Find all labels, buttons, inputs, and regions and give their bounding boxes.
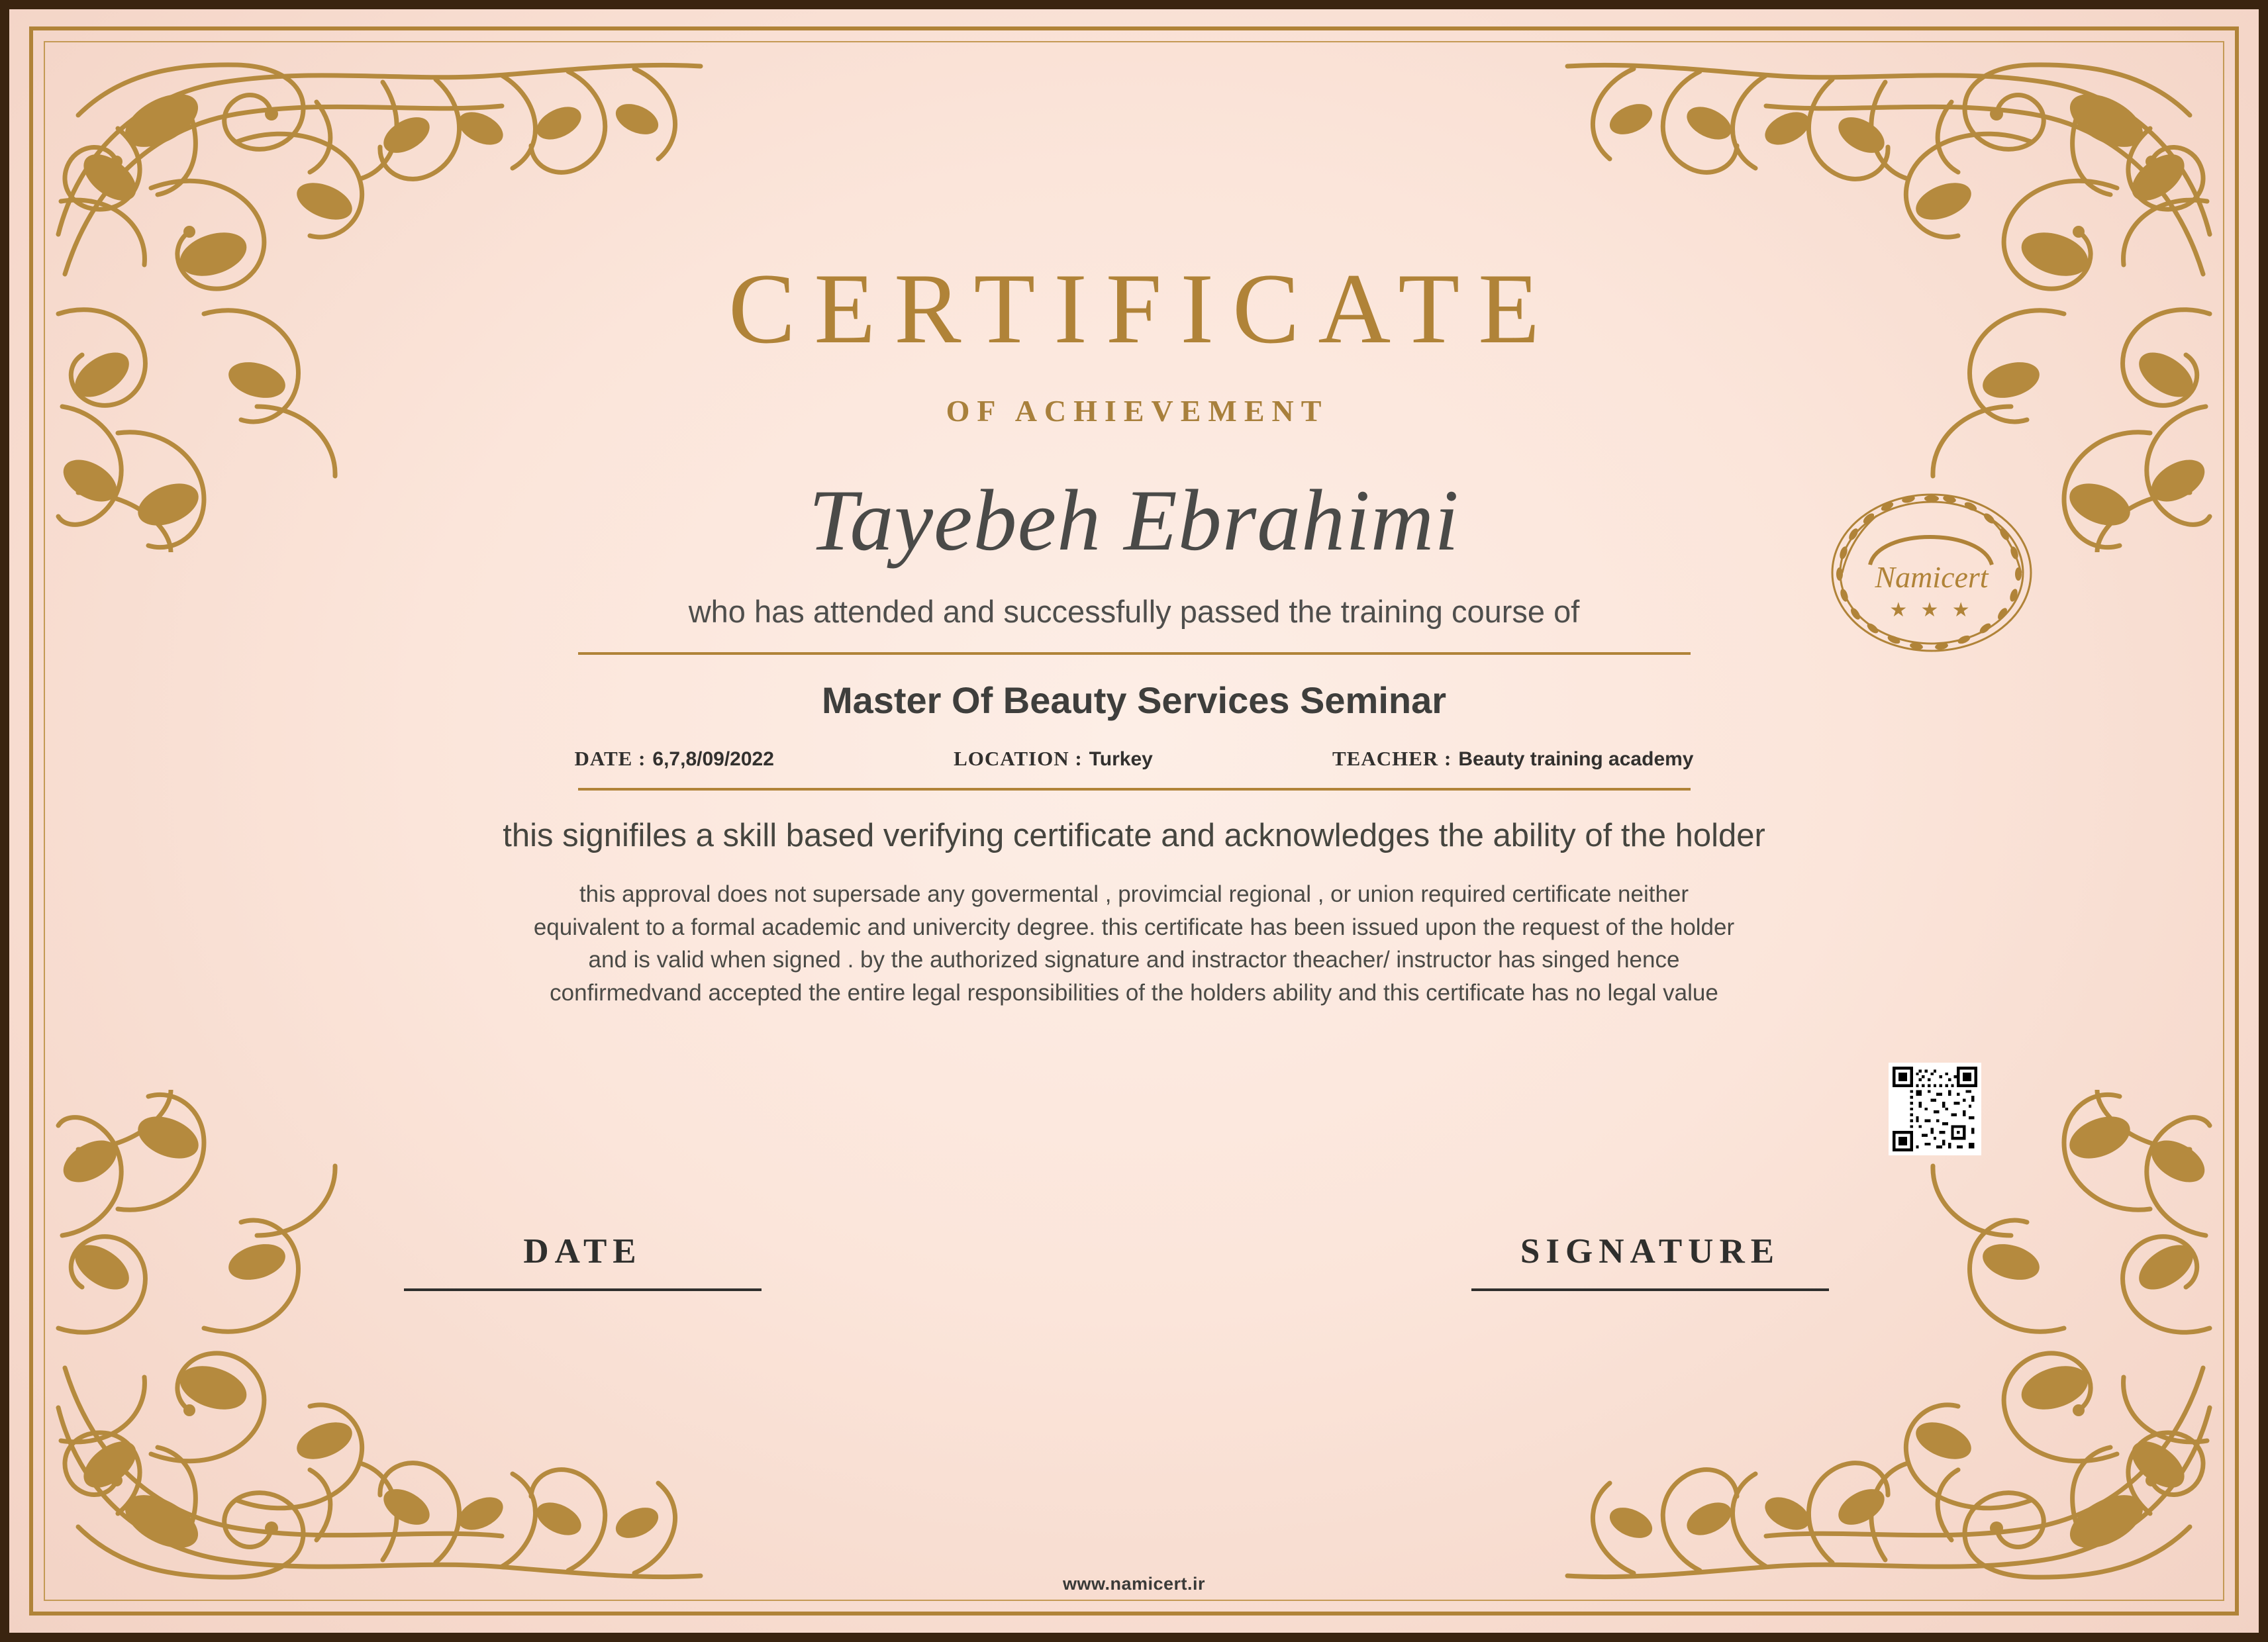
meta-date-label: DATE : <box>574 747 646 770</box>
signifies-line: this signifiles a skill based verifying certificate and acknowledges the ability of the holder <box>503 818 1765 853</box>
signature-label: SIGNATURE <box>1520 1232 1781 1271</box>
meta-teacher-value: Beauty training academy <box>1458 748 1694 770</box>
recipient-name: Tayebeh Ebrahimi <box>809 471 1459 569</box>
meta-teacher <box>1332 747 1694 771</box>
meta-location-label: LOCATION : <box>954 747 1083 770</box>
svg-text:★ ★ ★: ★ ★ ★ <box>1889 599 1974 621</box>
qr-code[interactable] <box>1889 1063 1981 1155</box>
legal-disclaimer: this approval does not supersade any govermental , provimcial regional , or union required certificate neither equivalent to a formal academic and univercity degree. this certificate has been issued upon the request of the holder and is valid when signed . by the authorized signature and instractor theacher/ instructor has singed hence confirmedvand accepted the entire legal responsibilities of the holders ability and this certificate has no legal value <box>533 881 1735 1006</box>
svg-text:Namicert: Namicert <box>1875 560 1989 594</box>
signature-line[interactable] <box>1471 1288 1829 1291</box>
page-title: CERTIFICATE <box>728 253 1559 364</box>
signature-area <box>0 1232 2268 1377</box>
attended-line: who has attended and successfully passed the training course of <box>688 594 1580 629</box>
meta-location-value: Turkey <box>1089 748 1153 770</box>
signature-block <box>1471 1232 1829 1291</box>
date-label: DATE <box>523 1232 642 1271</box>
divider-bottom <box>578 788 1691 791</box>
meta-location <box>954 747 1153 771</box>
date-signature-line[interactable] <box>404 1288 762 1291</box>
footer-url[interactable]: www.namicert.ir <box>1062 1574 1206 1594</box>
course-title: Master Of Beauty Services Seminar <box>821 679 1447 721</box>
certificate-subtitle: OF ACHIEVEMENT <box>946 394 1329 428</box>
meta-teacher-label: TEACHER : <box>1332 747 1452 770</box>
date-signature-block <box>404 1232 762 1291</box>
namicert-seal-icon <box>1816 487 2047 659</box>
meta-date <box>575 747 774 771</box>
divider-top <box>578 652 1691 655</box>
meta-date-value: 6,7,8/09/2022 <box>652 748 774 770</box>
meta-row <box>575 747 1694 771</box>
